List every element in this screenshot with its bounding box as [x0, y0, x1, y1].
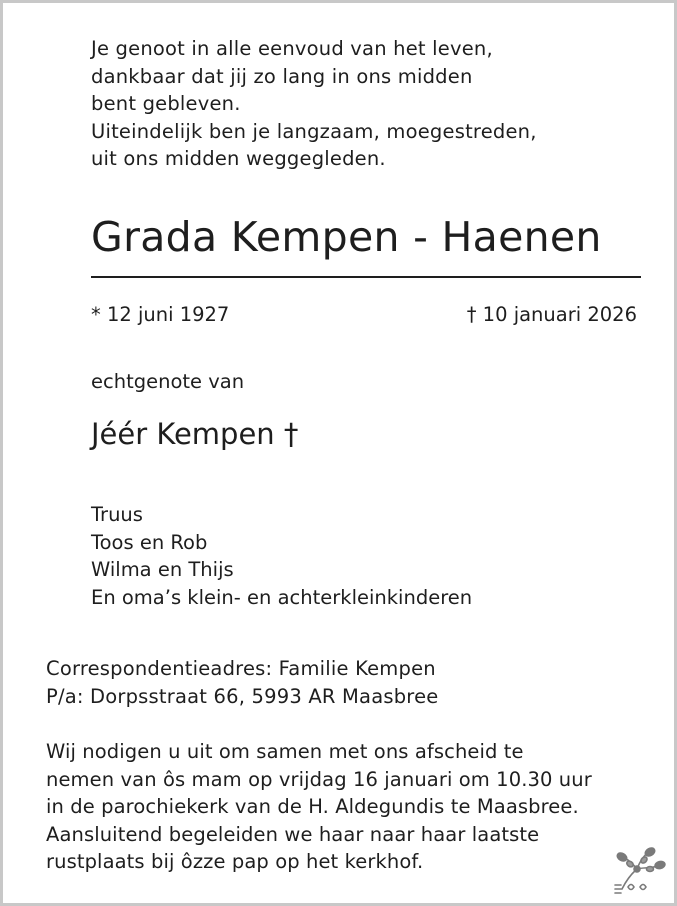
family-member: Truus — [91, 503, 143, 526]
family-member: Toos en Rob — [91, 530, 208, 554]
invitation-line: Wij nodigen u uit om samen met ons afscheid te — [46, 740, 524, 763]
poem-line: bent gebleven. — [91, 92, 241, 115]
name-divider — [91, 276, 641, 278]
family-list — [91, 501, 472, 611]
death-date: † 10 januari 2026 — [466, 303, 637, 326]
address-line: P/a: Dorpsstraat 66, 5993 AR Maasbree — [46, 684, 439, 708]
spouse-label: echtgenote van — [91, 370, 245, 393]
family-member: Wilma en Thijs — [91, 558, 234, 581]
spouse-name: Jéér Kempen † — [91, 417, 299, 451]
address-line: Correspondentieadres: Familie Kempen — [46, 657, 436, 680]
family-member: En oma’s klein- en achterkleinkinderen — [91, 585, 473, 609]
funeral-invitation — [46, 738, 592, 876]
invitation-line: rustplaats bij ôzze pap op het kerkhof. — [46, 850, 424, 873]
correspondence-address — [46, 655, 438, 710]
poem-line: uit ons midden weggegleden. — [91, 147, 386, 170]
flower-logo-icon — [610, 845, 668, 897]
poem-line: dankbaar dat jij zo lang in ons midden — [91, 64, 473, 88]
deceased-name: Grada Kempen - Haenen — [91, 213, 602, 261]
invitation-line: nemen van ôs mam op vrijdag 16 januari om 10.30 uur — [46, 767, 592, 791]
poem-line: Je genoot in alle eenvoud van het leven, — [91, 37, 493, 60]
invitation-line: in de parochiekerk van de H. Aldegundis te Maasbree. — [46, 795, 579, 818]
poem — [91, 35, 537, 173]
invitation-line: Aansluitend begeleiden we haar naar haar laatste — [46, 822, 540, 846]
poem-line: Uiteindelijk ben je langzaam, moegestreden, — [91, 119, 537, 143]
birth-date: * 12 juni 1927 — [91, 303, 230, 326]
